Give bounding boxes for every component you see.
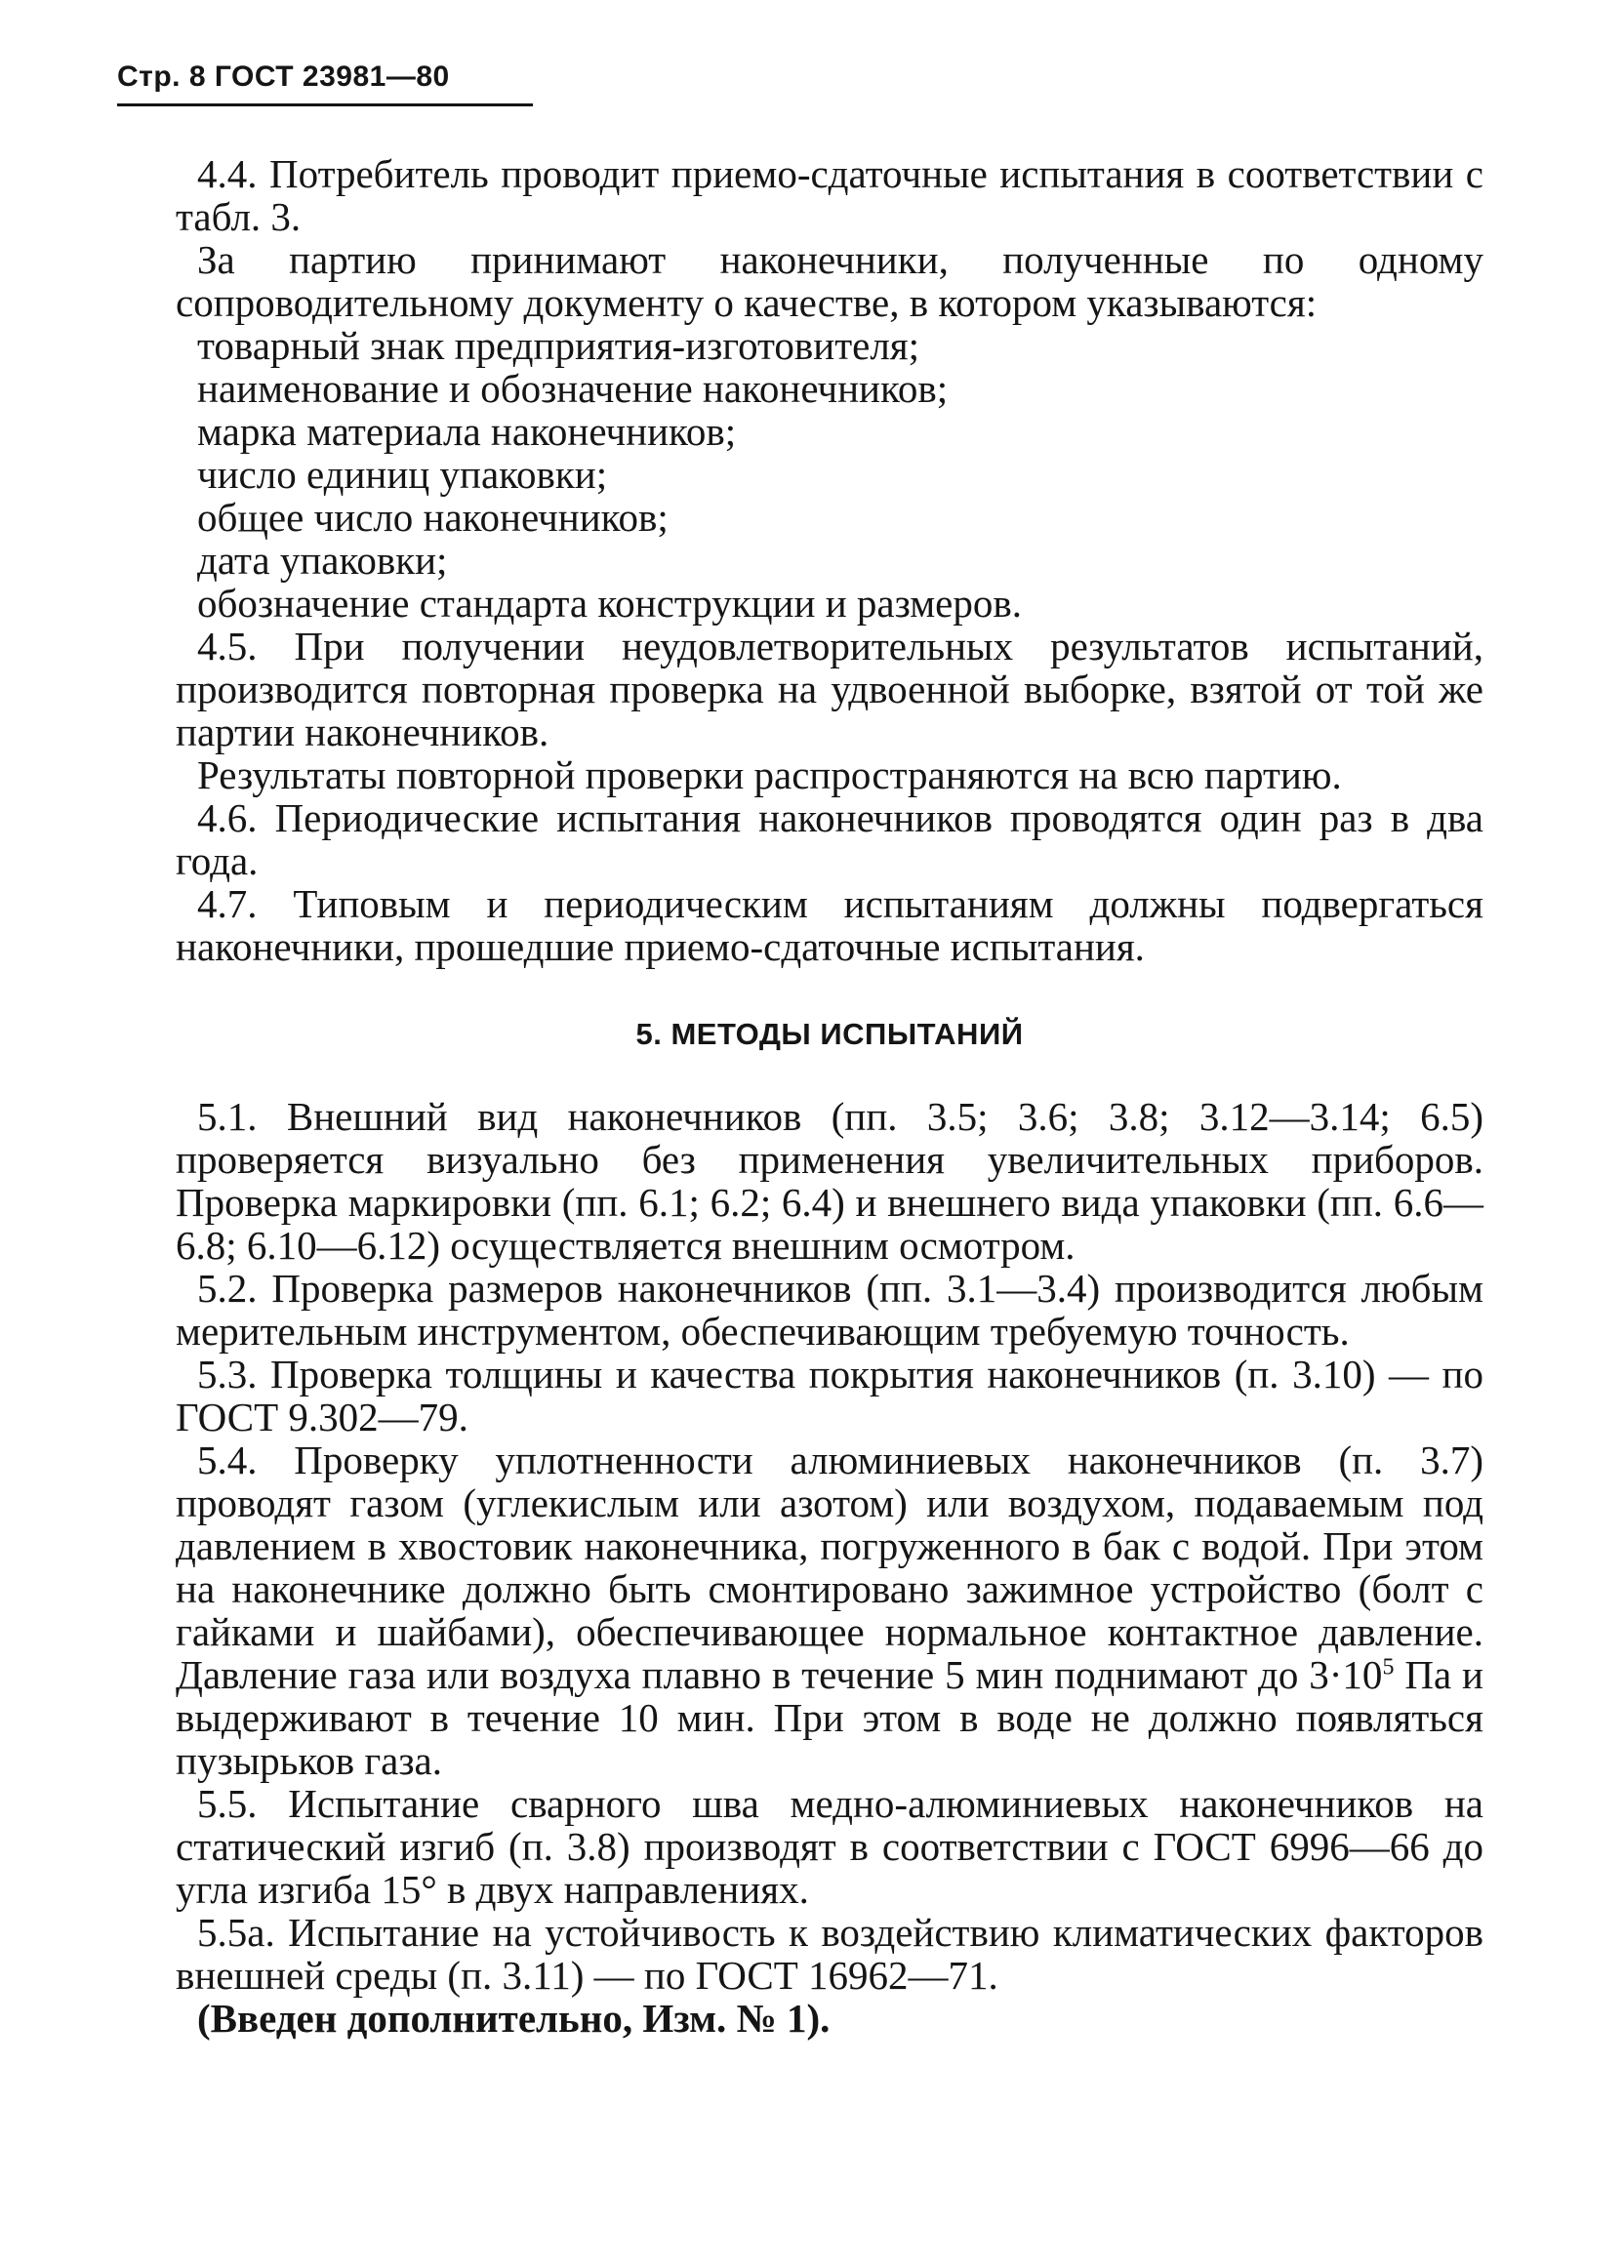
paragraph-4-4: 4.4. Потребитель проводит приемо-сдаточные испытания в соответствии с табл. 3. (176, 151, 1483, 239)
batch-intro: За партию принимают наконечники, полученные по одному сопроводительному документу о качестве, в котором указываются: (176, 237, 1483, 325)
paragraph-4-7: 4.7. Типовым и периодическим испытаниям должны подвергаться наконечники, прошедшие приемо-сдаточные испытания. (176, 881, 1483, 969)
batch-requirements-list (176, 324, 1483, 625)
section-heading: 5. МЕТОДЫ ИСПЫТАНИЙ (635, 1017, 1024, 1051)
paragraph-5-5: 5.5. Испытание сварного шва медно-алюминиевых наконечников на статический изгиб (п. 3.8) производят в соответствии с ГОСТ 6996—66 до угла изгиба 15° в двух направлениях. (176, 1781, 1483, 1912)
list-item: дата упаковки; (197, 538, 448, 583)
paragraph-5-1: 5.1. Внешний вид наконечников (пп. 3.5; 3.6; 3.8; 3.12—3.14; 6.5) проверяется визуально без применения увеличительных приборов. Проверка маркировки (пп. 6.1; 6.2; 6.4) и внешнего вида упаковки (пп. 6.6—6.8; 6.10—6.12) осуществляется внешним осмотром. (176, 1094, 1483, 1268)
document-body (176, 152, 1483, 2040)
paragraph-5-4-text-end: Па и выдерживают в течение 10 мин. При этом в воде не должно появляться пузырьков газа. (176, 1652, 1483, 1783)
exponent: 5 (1382, 1654, 1395, 1681)
paragraph-5-5a: 5.5а. Испытание на устойчивость к воздействию климатических факторов внешней среды (п. 3.11) — по ГОСТ 16962—71. (176, 1910, 1483, 1998)
list-item: общее число наконечников; (197, 495, 669, 540)
list-item: число единиц упаковки; (197, 452, 608, 497)
header-rule (117, 103, 533, 106)
paragraph-4-5: 4.5. При получении неудовлетворительных результатов испытаний, производится повторная проверка на удвоенной выборке, взятой от той же партии наконечников. (176, 624, 1483, 754)
list-item: товарный знак предприятия-изготовителя; (197, 323, 920, 368)
list-item: обозначение стандарта конструкции и размеров. (197, 581, 1022, 626)
paragraph-5-4 (176, 1438, 1483, 1782)
paragraph-5-3: 5.3. Проверка толщины и качества покрытия наконечников (п. 3.10) — по ГОСТ 9.302—79. (176, 1352, 1483, 1439)
paragraph-5-2: 5.2. Проверка размеров наконечников (пп. 3.1—3.4) производится любым мерительным инструментом, обеспечивающим требуемую точность. (176, 1266, 1483, 1354)
paragraph-4-5-result: Результаты повторной проверки распространяются на всю партию. (197, 752, 1342, 797)
amendment-note: (Введен дополнительно, Изм. № 1). (197, 1996, 831, 2041)
paragraph-5-4-text: 5.4. Проверку уплотненности алюминиевых наконечников (п. 3.7) проводят газом (углекислым или азотом) или воздухом, подаваемым под давлением в хвостовик наконечника, погруженного в бак с водой. При этом на наконечнике должно быть смонтировано зажимное устройство (болт с гайками и шайбами), обеспечивающее нормальное контактное давление. Давление газа или воздуха плавно в течение 5 мин поднимают до 3·10 (176, 1438, 1483, 1697)
paragraph-4-6: 4.6. Периодические испытания наконечников проводятся один раз в два года. (176, 795, 1483, 883)
list-item: марка материала наконечников; (197, 409, 737, 454)
page-header: Стр. 8 ГОСТ 23981—80 (117, 61, 450, 93)
list-item: наименование и обозначение наконечников; (197, 366, 949, 411)
